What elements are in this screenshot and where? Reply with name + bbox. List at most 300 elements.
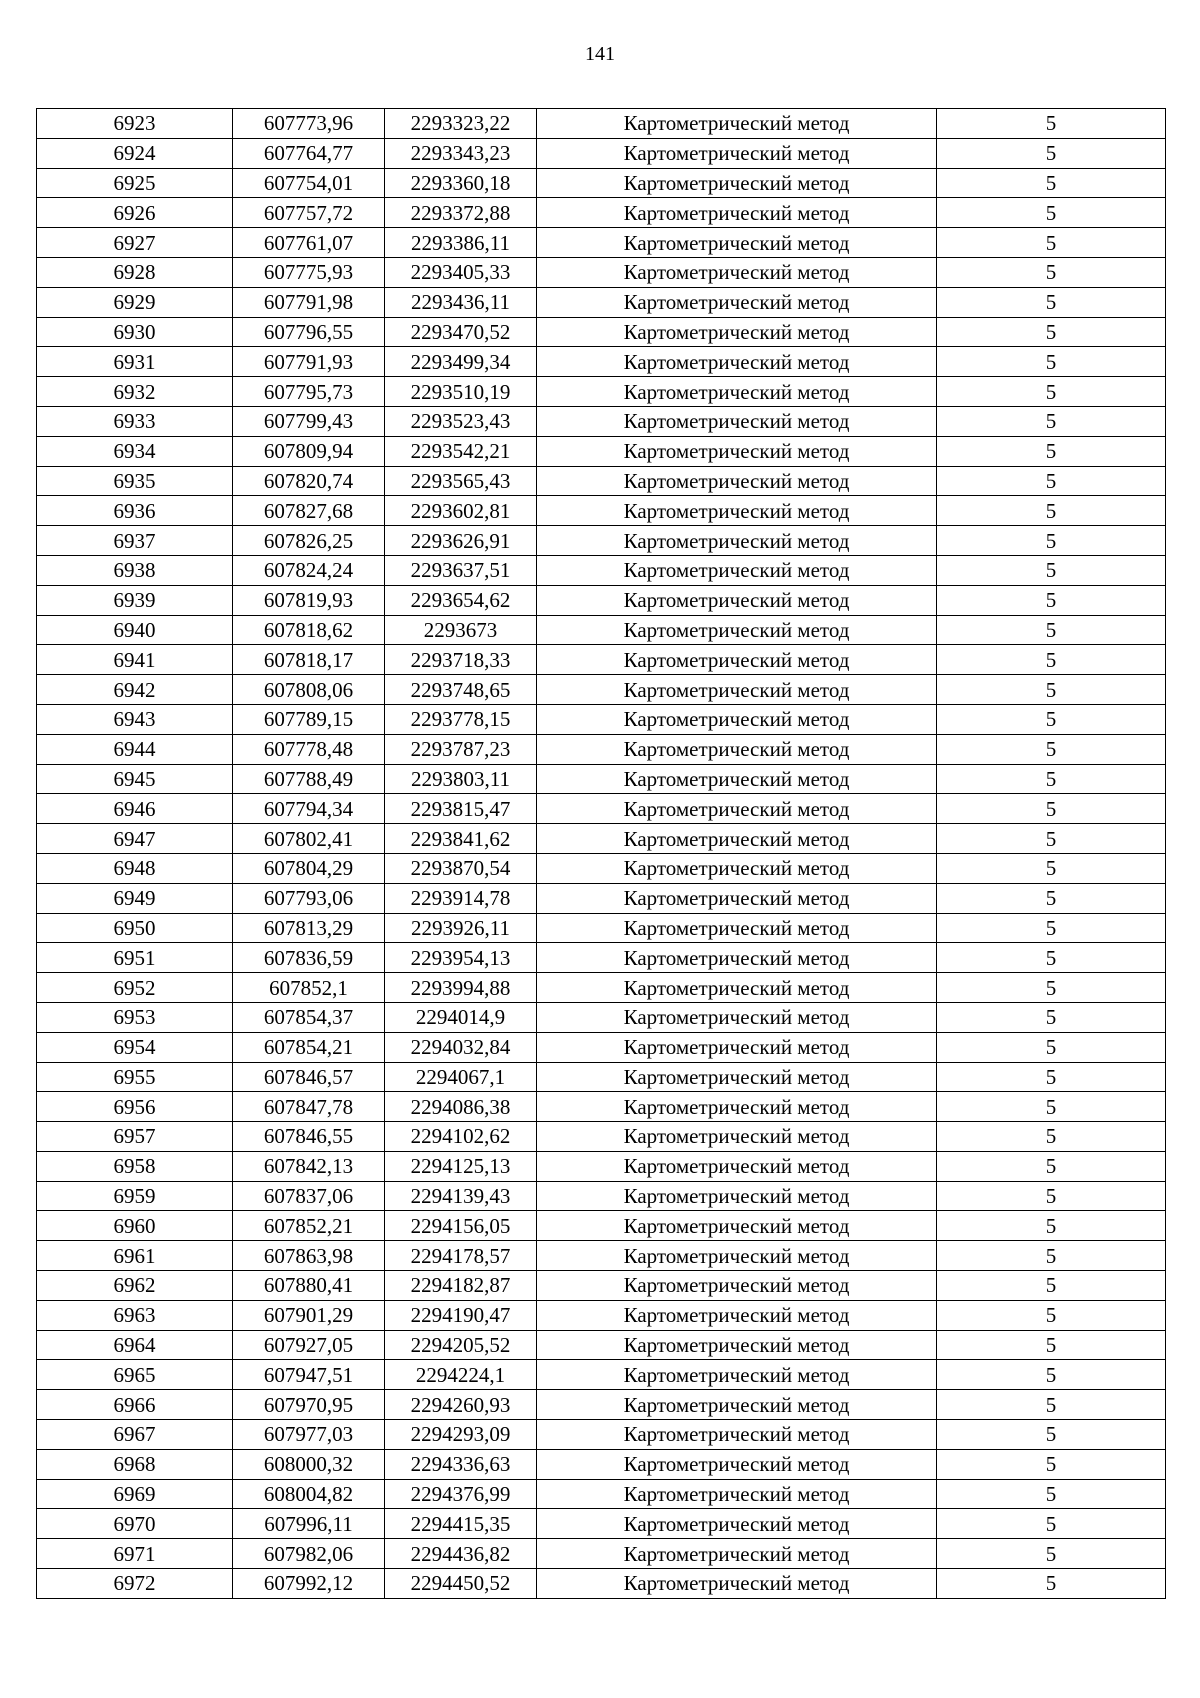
accuracy-cell: 5 bbox=[937, 1390, 1166, 1420]
accuracy-cell: 5 bbox=[937, 1449, 1166, 1479]
accuracy-cell: 5 bbox=[937, 1211, 1166, 1241]
x-coordinate-cell: 607813,29 bbox=[233, 913, 385, 943]
point-number-cell: 6962 bbox=[37, 1271, 233, 1301]
x-coordinate-cell: 607789,15 bbox=[233, 704, 385, 734]
x-coordinate-cell: 607854,21 bbox=[233, 1032, 385, 1062]
table-row bbox=[37, 287, 1166, 317]
y-coordinate-cell: 2294205,52 bbox=[385, 1330, 537, 1360]
table-row bbox=[37, 347, 1166, 377]
x-coordinate-cell: 607799,43 bbox=[233, 406, 385, 436]
accuracy-cell: 5 bbox=[937, 973, 1166, 1003]
y-coordinate-cell: 2293386,11 bbox=[385, 228, 537, 258]
x-coordinate-cell: 607808,06 bbox=[233, 675, 385, 705]
table-row bbox=[37, 645, 1166, 675]
point-number-cell: 6949 bbox=[37, 883, 233, 913]
x-coordinate-cell: 607791,93 bbox=[233, 347, 385, 377]
accuracy-cell: 5 bbox=[937, 555, 1166, 585]
y-coordinate-cell: 2293523,43 bbox=[385, 406, 537, 436]
table-row bbox=[37, 1390, 1166, 1420]
accuracy-cell: 5 bbox=[937, 228, 1166, 258]
y-coordinate-cell: 2293405,33 bbox=[385, 257, 537, 287]
y-coordinate-cell: 2294014,9 bbox=[385, 1002, 537, 1032]
point-number-cell: 6936 bbox=[37, 496, 233, 526]
method-cell: Картометрический метод bbox=[537, 1211, 937, 1241]
accuracy-cell: 5 bbox=[937, 883, 1166, 913]
accuracy-cell: 5 bbox=[937, 526, 1166, 556]
accuracy-cell: 5 bbox=[937, 1151, 1166, 1181]
y-coordinate-cell: 2293841,62 bbox=[385, 824, 537, 854]
point-number-cell: 6966 bbox=[37, 1390, 233, 1420]
accuracy-cell: 5 bbox=[937, 198, 1166, 228]
accuracy-cell: 5 bbox=[937, 496, 1166, 526]
accuracy-cell: 5 bbox=[937, 1032, 1166, 1062]
y-coordinate-cell: 2294156,05 bbox=[385, 1211, 537, 1241]
accuracy-cell: 5 bbox=[937, 317, 1166, 347]
x-coordinate-cell: 608000,32 bbox=[233, 1449, 385, 1479]
table-row bbox=[37, 734, 1166, 764]
accuracy-cell: 5 bbox=[937, 109, 1166, 139]
accuracy-cell: 5 bbox=[937, 913, 1166, 943]
table-row bbox=[37, 496, 1166, 526]
y-coordinate-cell: 2293926,11 bbox=[385, 913, 537, 943]
y-coordinate-cell: 2294450,52 bbox=[385, 1569, 537, 1599]
y-coordinate-cell: 2294436,82 bbox=[385, 1539, 537, 1569]
table-row bbox=[37, 257, 1166, 287]
x-coordinate-cell: 607927,05 bbox=[233, 1330, 385, 1360]
table-row bbox=[37, 377, 1166, 407]
point-number-cell: 6946 bbox=[37, 794, 233, 824]
y-coordinate-cell: 2294125,13 bbox=[385, 1151, 537, 1181]
x-coordinate-cell: 607802,41 bbox=[233, 824, 385, 854]
method-cell: Картометрический метод bbox=[537, 1271, 937, 1301]
point-number-cell: 6950 bbox=[37, 913, 233, 943]
point-number-cell: 6957 bbox=[37, 1122, 233, 1152]
point-number-cell: 6937 bbox=[37, 526, 233, 556]
table-row bbox=[37, 853, 1166, 883]
x-coordinate-cell: 607818,17 bbox=[233, 645, 385, 675]
accuracy-cell: 5 bbox=[937, 1092, 1166, 1122]
y-coordinate-cell: 2294102,62 bbox=[385, 1122, 537, 1152]
y-coordinate-cell: 2293470,52 bbox=[385, 317, 537, 347]
x-coordinate-cell: 607791,98 bbox=[233, 287, 385, 317]
x-coordinate-cell: 607820,74 bbox=[233, 466, 385, 496]
point-number-cell: 6935 bbox=[37, 466, 233, 496]
table-row bbox=[37, 973, 1166, 1003]
y-coordinate-cell: 2294032,84 bbox=[385, 1032, 537, 1062]
point-number-cell: 6963 bbox=[37, 1300, 233, 1330]
y-coordinate-cell: 2293323,22 bbox=[385, 109, 537, 139]
accuracy-cell: 5 bbox=[937, 347, 1166, 377]
point-number-cell: 6943 bbox=[37, 704, 233, 734]
y-coordinate-cell: 2293673 bbox=[385, 615, 537, 645]
method-cell: Картометрический метод bbox=[537, 853, 937, 883]
accuracy-cell: 5 bbox=[937, 436, 1166, 466]
point-number-cell: 6931 bbox=[37, 347, 233, 377]
method-cell: Картометрический метод bbox=[537, 1360, 937, 1390]
x-coordinate-cell: 607970,95 bbox=[233, 1390, 385, 1420]
accuracy-cell: 5 bbox=[937, 1360, 1166, 1390]
accuracy-cell: 5 bbox=[937, 764, 1166, 794]
y-coordinate-cell: 2294376,99 bbox=[385, 1479, 537, 1509]
y-coordinate-cell: 2294224,1 bbox=[385, 1360, 537, 1390]
x-coordinate-cell: 607809,94 bbox=[233, 436, 385, 466]
table-row bbox=[37, 1211, 1166, 1241]
method-cell: Картометрический метод bbox=[537, 287, 937, 317]
method-cell: Картометрический метод bbox=[537, 555, 937, 585]
y-coordinate-cell: 2294293,09 bbox=[385, 1420, 537, 1450]
point-number-cell: 6930 bbox=[37, 317, 233, 347]
table-row bbox=[37, 943, 1166, 973]
accuracy-cell: 5 bbox=[937, 704, 1166, 734]
y-coordinate-cell: 2294260,93 bbox=[385, 1390, 537, 1420]
y-coordinate-cell: 2293718,33 bbox=[385, 645, 537, 675]
method-cell: Картометрический метод bbox=[537, 824, 937, 854]
x-coordinate-cell: 607852,1 bbox=[233, 973, 385, 1003]
accuracy-cell: 5 bbox=[937, 1002, 1166, 1032]
method-cell: Картометрический метод bbox=[537, 1002, 937, 1032]
accuracy-cell: 5 bbox=[937, 1330, 1166, 1360]
accuracy-cell: 5 bbox=[937, 1181, 1166, 1211]
method-cell: Картометрический метод bbox=[537, 1509, 937, 1539]
y-coordinate-cell: 2293954,13 bbox=[385, 943, 537, 973]
point-number-cell: 6967 bbox=[37, 1420, 233, 1450]
x-coordinate-cell: 607846,57 bbox=[233, 1062, 385, 1092]
x-coordinate-cell: 607996,11 bbox=[233, 1509, 385, 1539]
table-row bbox=[37, 466, 1166, 496]
point-number-cell: 6964 bbox=[37, 1330, 233, 1360]
x-coordinate-cell: 607947,51 bbox=[233, 1360, 385, 1390]
table-row bbox=[37, 1330, 1166, 1360]
point-number-cell: 6951 bbox=[37, 943, 233, 973]
point-number-cell: 6933 bbox=[37, 406, 233, 436]
point-number-cell: 6926 bbox=[37, 198, 233, 228]
y-coordinate-cell: 2293372,88 bbox=[385, 198, 537, 228]
point-number-cell: 6954 bbox=[37, 1032, 233, 1062]
point-number-cell: 6939 bbox=[37, 585, 233, 615]
method-cell: Картометрический метод bbox=[537, 138, 937, 168]
point-number-cell: 6924 bbox=[37, 138, 233, 168]
method-cell: Картометрический метод bbox=[537, 1181, 937, 1211]
x-coordinate-cell: 607826,25 bbox=[233, 526, 385, 556]
x-coordinate-cell: 607854,37 bbox=[233, 1002, 385, 1032]
point-number-cell: 6928 bbox=[37, 257, 233, 287]
point-number-cell: 6958 bbox=[37, 1151, 233, 1181]
x-coordinate-cell: 607977,03 bbox=[233, 1420, 385, 1450]
accuracy-cell: 5 bbox=[937, 824, 1166, 854]
table-row bbox=[37, 109, 1166, 139]
point-number-cell: 6944 bbox=[37, 734, 233, 764]
y-coordinate-cell: 2293748,65 bbox=[385, 675, 537, 705]
table-row bbox=[37, 1241, 1166, 1271]
table-row bbox=[37, 198, 1166, 228]
method-cell: Картометрический метод bbox=[537, 1420, 937, 1450]
point-number-cell: 6953 bbox=[37, 1002, 233, 1032]
y-coordinate-cell: 2294190,47 bbox=[385, 1300, 537, 1330]
x-coordinate-cell: 607863,98 bbox=[233, 1241, 385, 1271]
method-cell: Картометрический метод bbox=[537, 913, 937, 943]
accuracy-cell: 5 bbox=[937, 168, 1166, 198]
y-coordinate-cell: 2293626,91 bbox=[385, 526, 537, 556]
method-cell: Картометрический метод bbox=[537, 406, 937, 436]
point-number-cell: 6971 bbox=[37, 1539, 233, 1569]
method-cell: Картометрический метод bbox=[537, 1032, 937, 1062]
y-coordinate-cell: 2293803,11 bbox=[385, 764, 537, 794]
accuracy-cell: 5 bbox=[937, 1479, 1166, 1509]
x-coordinate-cell: 607775,93 bbox=[233, 257, 385, 287]
point-number-cell: 6955 bbox=[37, 1062, 233, 1092]
y-coordinate-cell: 2293510,19 bbox=[385, 377, 537, 407]
point-number-cell: 6929 bbox=[37, 287, 233, 317]
method-cell: Картометрический метод bbox=[537, 496, 937, 526]
method-cell: Картометрический метод bbox=[537, 1122, 937, 1152]
accuracy-cell: 5 bbox=[937, 585, 1166, 615]
table-row bbox=[37, 1360, 1166, 1390]
method-cell: Картометрический метод bbox=[537, 645, 937, 675]
point-number-cell: 6965 bbox=[37, 1360, 233, 1390]
y-coordinate-cell: 2294086,38 bbox=[385, 1092, 537, 1122]
accuracy-cell: 5 bbox=[937, 794, 1166, 824]
method-cell: Картометрический метод bbox=[537, 764, 937, 794]
x-coordinate-cell: 607761,07 bbox=[233, 228, 385, 258]
table-row bbox=[37, 913, 1166, 943]
table-row bbox=[37, 1449, 1166, 1479]
accuracy-cell: 5 bbox=[937, 853, 1166, 883]
y-coordinate-cell: 2293870,54 bbox=[385, 853, 537, 883]
x-coordinate-cell: 607804,29 bbox=[233, 853, 385, 883]
method-cell: Картометрический метод bbox=[537, 1449, 937, 1479]
method-cell: Картометрический метод bbox=[537, 109, 937, 139]
page-number: 141 bbox=[585, 43, 615, 65]
point-number-cell: 6938 bbox=[37, 555, 233, 585]
coordinates-table bbox=[36, 108, 1166, 1599]
method-cell: Картометрический метод bbox=[537, 1151, 937, 1181]
table-row bbox=[37, 1151, 1166, 1181]
x-coordinate-cell: 607764,77 bbox=[233, 138, 385, 168]
y-coordinate-cell: 2294182,87 bbox=[385, 1271, 537, 1301]
table-row bbox=[37, 585, 1166, 615]
y-coordinate-cell: 2294139,43 bbox=[385, 1181, 537, 1211]
method-cell: Картометрический метод bbox=[537, 1569, 937, 1599]
x-coordinate-cell: 607795,73 bbox=[233, 377, 385, 407]
point-number-cell: 6941 bbox=[37, 645, 233, 675]
x-coordinate-cell: 607880,41 bbox=[233, 1271, 385, 1301]
accuracy-cell: 5 bbox=[937, 1509, 1166, 1539]
accuracy-cell: 5 bbox=[937, 466, 1166, 496]
table-row bbox=[37, 1539, 1166, 1569]
point-number-cell: 6956 bbox=[37, 1092, 233, 1122]
table-row bbox=[37, 526, 1166, 556]
table-row bbox=[37, 1062, 1166, 1092]
point-number-cell: 6945 bbox=[37, 764, 233, 794]
accuracy-cell: 5 bbox=[937, 675, 1166, 705]
x-coordinate-cell: 607982,06 bbox=[233, 1539, 385, 1569]
accuracy-cell: 5 bbox=[937, 377, 1166, 407]
method-cell: Картометрический метод bbox=[537, 1300, 937, 1330]
y-coordinate-cell: 2293499,34 bbox=[385, 347, 537, 377]
y-coordinate-cell: 2294067,1 bbox=[385, 1062, 537, 1092]
point-number-cell: 6947 bbox=[37, 824, 233, 854]
x-coordinate-cell: 607827,68 bbox=[233, 496, 385, 526]
point-number-cell: 6932 bbox=[37, 377, 233, 407]
x-coordinate-cell: 607788,49 bbox=[233, 764, 385, 794]
point-number-cell: 6968 bbox=[37, 1449, 233, 1479]
point-number-cell: 6948 bbox=[37, 853, 233, 883]
method-cell: Картометрический метод bbox=[537, 1092, 937, 1122]
accuracy-cell: 5 bbox=[937, 734, 1166, 764]
y-coordinate-cell: 2294178,57 bbox=[385, 1241, 537, 1271]
point-number-cell: 6961 bbox=[37, 1241, 233, 1271]
table-row bbox=[37, 406, 1166, 436]
table-row bbox=[37, 1420, 1166, 1450]
y-coordinate-cell: 2293914,78 bbox=[385, 883, 537, 913]
accuracy-cell: 5 bbox=[937, 1569, 1166, 1599]
table-row bbox=[37, 1032, 1166, 1062]
x-coordinate-cell: 607757,72 bbox=[233, 198, 385, 228]
table-row bbox=[37, 1271, 1166, 1301]
method-cell: Картометрический метод bbox=[537, 615, 937, 645]
method-cell: Картометрический метод bbox=[537, 675, 937, 705]
point-number-cell: 6940 bbox=[37, 615, 233, 645]
accuracy-cell: 5 bbox=[937, 1420, 1166, 1450]
method-cell: Картометрический метод bbox=[537, 1241, 937, 1271]
method-cell: Картометрический метод bbox=[537, 526, 937, 556]
y-coordinate-cell: 2293994,88 bbox=[385, 973, 537, 1003]
table-row bbox=[37, 168, 1166, 198]
accuracy-cell: 5 bbox=[937, 1271, 1166, 1301]
point-number-cell: 6959 bbox=[37, 1181, 233, 1211]
y-coordinate-cell: 2293637,51 bbox=[385, 555, 537, 585]
point-number-cell: 6942 bbox=[37, 675, 233, 705]
accuracy-cell: 5 bbox=[937, 138, 1166, 168]
method-cell: Картометрический метод bbox=[537, 734, 937, 764]
table-row bbox=[37, 764, 1166, 794]
point-number-cell: 6952 bbox=[37, 973, 233, 1003]
x-coordinate-cell: 607992,12 bbox=[233, 1569, 385, 1599]
table-row bbox=[37, 883, 1166, 913]
x-coordinate-cell: 607847,78 bbox=[233, 1092, 385, 1122]
y-coordinate-cell: 2294336,63 bbox=[385, 1449, 537, 1479]
x-coordinate-cell: 607818,62 bbox=[233, 615, 385, 645]
coordinates-table-body bbox=[37, 109, 1166, 1599]
y-coordinate-cell: 2293602,81 bbox=[385, 496, 537, 526]
method-cell: Картометрический метод bbox=[537, 794, 937, 824]
accuracy-cell: 5 bbox=[937, 287, 1166, 317]
method-cell: Картометрический метод bbox=[537, 168, 937, 198]
accuracy-cell: 5 bbox=[937, 645, 1166, 675]
point-number-cell: 6970 bbox=[37, 1509, 233, 1539]
point-number-cell: 6927 bbox=[37, 228, 233, 258]
method-cell: Картометрический метод bbox=[537, 883, 937, 913]
method-cell: Картометрический метод bbox=[537, 317, 937, 347]
table-row bbox=[37, 1181, 1166, 1211]
point-number-cell: 6934 bbox=[37, 436, 233, 466]
x-coordinate-cell: 607819,93 bbox=[233, 585, 385, 615]
table-row bbox=[37, 675, 1166, 705]
x-coordinate-cell: 607852,21 bbox=[233, 1211, 385, 1241]
x-coordinate-cell: 608004,82 bbox=[233, 1479, 385, 1509]
y-coordinate-cell: 2293565,43 bbox=[385, 466, 537, 496]
table-row bbox=[37, 1569, 1166, 1599]
method-cell: Картометрический метод bbox=[537, 1390, 937, 1420]
method-cell: Картометрический метод bbox=[537, 943, 937, 973]
x-coordinate-cell: 607836,59 bbox=[233, 943, 385, 973]
table-row bbox=[37, 1479, 1166, 1509]
point-number-cell: 6960 bbox=[37, 1211, 233, 1241]
x-coordinate-cell: 607793,06 bbox=[233, 883, 385, 913]
method-cell: Картометрический метод bbox=[537, 1330, 937, 1360]
x-coordinate-cell: 607842,13 bbox=[233, 1151, 385, 1181]
table-row bbox=[37, 138, 1166, 168]
x-coordinate-cell: 607837,06 bbox=[233, 1181, 385, 1211]
accuracy-cell: 5 bbox=[937, 943, 1166, 973]
y-coordinate-cell: 2293436,11 bbox=[385, 287, 537, 317]
y-coordinate-cell: 2293815,47 bbox=[385, 794, 537, 824]
y-coordinate-cell: 2293360,18 bbox=[385, 168, 537, 198]
table-row bbox=[37, 436, 1166, 466]
x-coordinate-cell: 607778,48 bbox=[233, 734, 385, 764]
method-cell: Картометрический метод bbox=[537, 466, 937, 496]
method-cell: Картометрический метод bbox=[537, 347, 937, 377]
table-row bbox=[37, 1300, 1166, 1330]
accuracy-cell: 5 bbox=[937, 615, 1166, 645]
method-cell: Картометрический метод bbox=[537, 973, 937, 1003]
method-cell: Картометрический метод bbox=[537, 1479, 937, 1509]
table-row bbox=[37, 794, 1166, 824]
y-coordinate-cell: 2293787,23 bbox=[385, 734, 537, 764]
accuracy-cell: 5 bbox=[937, 1300, 1166, 1330]
table-row bbox=[37, 555, 1166, 585]
x-coordinate-cell: 607824,24 bbox=[233, 555, 385, 585]
method-cell: Картометрический метод bbox=[537, 1539, 937, 1569]
accuracy-cell: 5 bbox=[937, 257, 1166, 287]
x-coordinate-cell: 607754,01 bbox=[233, 168, 385, 198]
x-coordinate-cell: 607901,29 bbox=[233, 1300, 385, 1330]
table-row bbox=[37, 704, 1166, 734]
accuracy-cell: 5 bbox=[937, 1241, 1166, 1271]
y-coordinate-cell: 2294415,35 bbox=[385, 1509, 537, 1539]
method-cell: Картометрический метод bbox=[537, 436, 937, 466]
method-cell: Картометрический метод bbox=[537, 585, 937, 615]
x-coordinate-cell: 607794,34 bbox=[233, 794, 385, 824]
method-cell: Картометрический метод bbox=[537, 257, 937, 287]
method-cell: Картометрический метод bbox=[537, 228, 937, 258]
accuracy-cell: 5 bbox=[937, 1122, 1166, 1152]
table-row bbox=[37, 1122, 1166, 1152]
table-row bbox=[37, 824, 1166, 854]
table-row bbox=[37, 1509, 1166, 1539]
accuracy-cell: 5 bbox=[937, 1062, 1166, 1092]
point-number-cell: 6925 bbox=[37, 168, 233, 198]
table-row bbox=[37, 317, 1166, 347]
x-coordinate-cell: 607846,55 bbox=[233, 1122, 385, 1152]
table-row bbox=[37, 615, 1166, 645]
method-cell: Картометрический метод bbox=[537, 198, 937, 228]
table-row bbox=[37, 1092, 1166, 1122]
table-row bbox=[37, 1002, 1166, 1032]
point-number-cell: 6923 bbox=[37, 109, 233, 139]
y-coordinate-cell: 2293778,15 bbox=[385, 704, 537, 734]
accuracy-cell: 5 bbox=[937, 406, 1166, 436]
accuracy-cell: 5 bbox=[937, 1539, 1166, 1569]
x-coordinate-cell: 607796,55 bbox=[233, 317, 385, 347]
point-number-cell: 6969 bbox=[37, 1479, 233, 1509]
point-number-cell: 6972 bbox=[37, 1569, 233, 1599]
method-cell: Картометрический метод bbox=[537, 1062, 937, 1092]
x-coordinate-cell: 607773,96 bbox=[233, 109, 385, 139]
table-row bbox=[37, 228, 1166, 258]
y-coordinate-cell: 2293542,21 bbox=[385, 436, 537, 466]
method-cell: Картометрический метод bbox=[537, 704, 937, 734]
